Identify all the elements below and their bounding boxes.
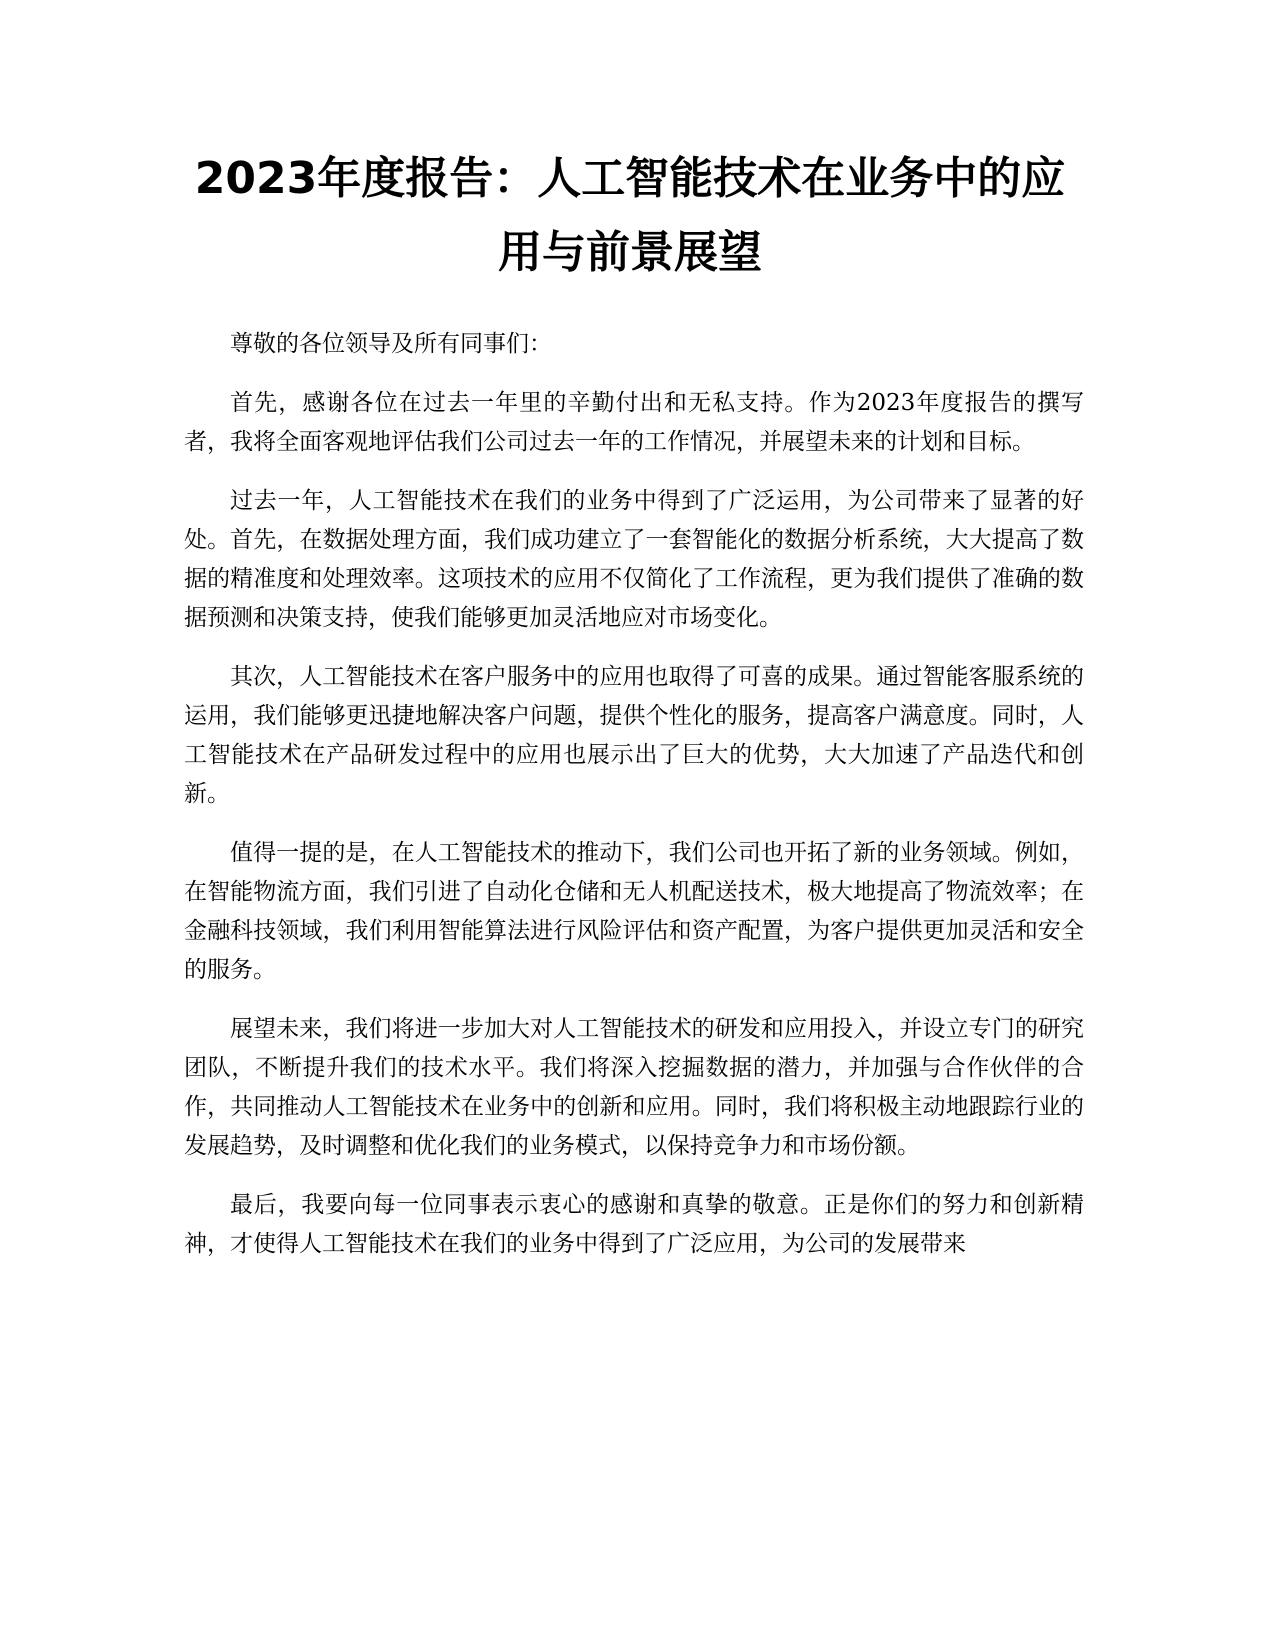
document-title: 2023年度报告：人工智能技术在业务中的应用与前景展望 [194, 153, 1066, 278]
body-paragraph: 值得一提的是，在人工智能技术的推动下，我们公司也开拓了新的业务领域。例如，在智能物流方面，我们引进了自动化仓储和无人机配送技术，极大地提高了物流效率；在金融科技领域，我们利用智能算法进行风险评估和资产配置，为客户提供更加灵活和安全的服务。 [184, 840, 1084, 983]
salutation-paragraph: 尊敬的各位领导及所有同事们： [230, 331, 552, 357]
body-paragraph: 首先，感谢各位在过去一年里的辛勤付出和无私支持。作为2023年度报告的撰写者，我将全面客观地评估我们公司过去一年的工作情况，并展望未来的计划和目标。 [184, 390, 1084, 455]
body-paragraph: 最后，我要向每一位同事表示衷心的感谢和真挚的敬意。正是你们的努力和创新精神，才使得人工智能技术在我们的业务中得到了广泛应用，为公司的发展带来 [184, 1192, 1084, 1257]
body-paragraph: 其次，人工智能技术在客户服务中的应用也取得了可喜的成果。通过智能客服系统的运用，我们能够更迅捷地解决客户问题，提供个性化的服务，提高客户满意度。同时，人工智能技术在产品研发过程中的应用也展示出了巨大的优势，大大加速了产品迭代和创新。 [184, 664, 1084, 807]
body-paragraph: 展望未来，我们将进一步加大对人工智能技术的研发和应用投入，并设立专门的研究团队，不断提升我们的技术水平。我们将深入挖掘数据的潜力，并加强与合作伙伴的合作，共同推动人工智能技术在业务中的创新和应用。同时，我们将积极主动地跟踪行业的发展趋势，及时调整和优化我们的业务模式，以保持竞争力和市场份额。 [184, 1016, 1084, 1159]
body-paragraph: 过去一年，人工智能技术在我们的业务中得到了广泛运用，为公司带来了显著的好处。首先，在数据处理方面，我们成功建立了一套智能化的数据分析系统，大大提高了数据的精准度和处理效率。这项技术的应用不仅简化了工作流程，更为我们提供了准确的数据预测和决策支持，使我们能够更加灵活地应对市场变化。 [184, 488, 1084, 631]
document-body [184, 325, 1084, 1284]
